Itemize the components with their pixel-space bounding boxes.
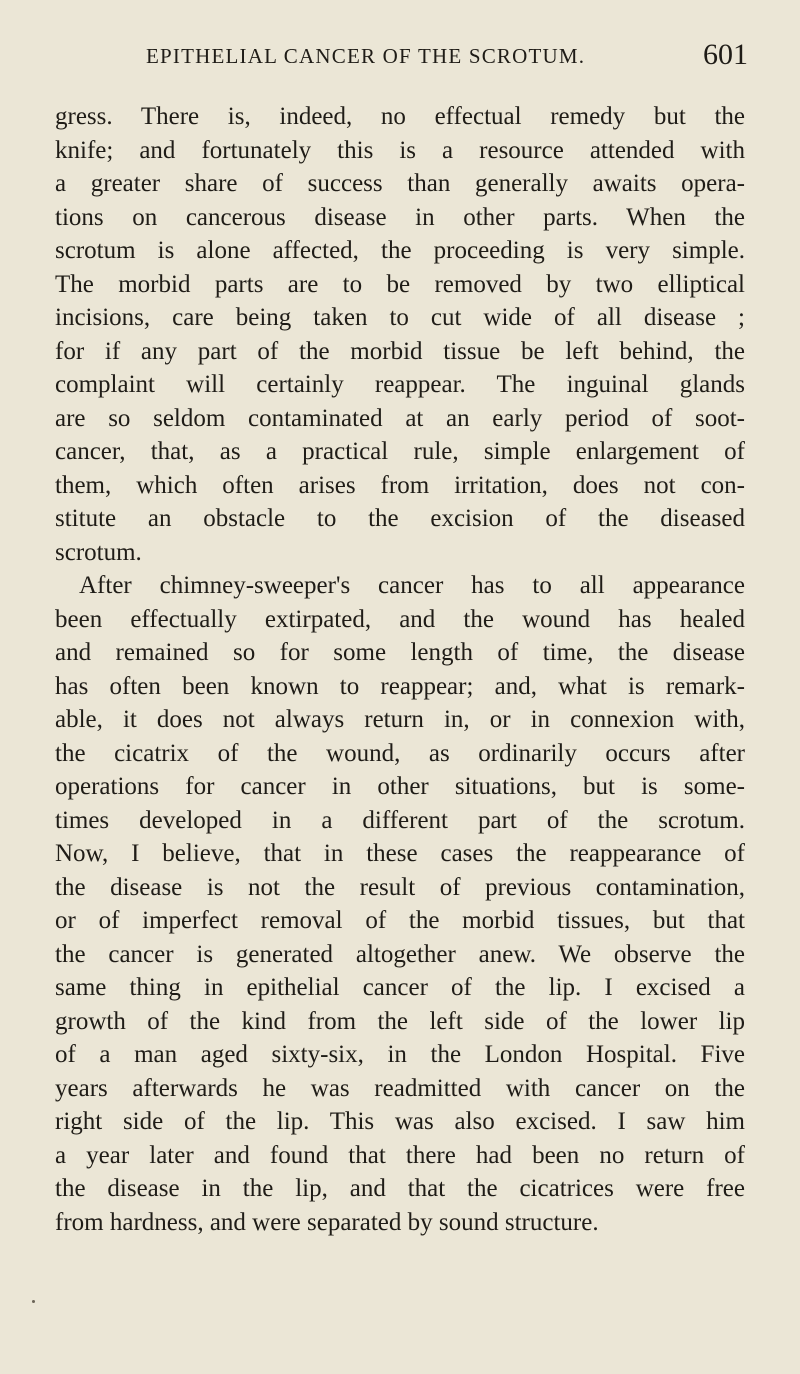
running-head: EPITHELIAL CANCER OF THE SCROTUM. <box>146 44 586 68</box>
text-line: the disease is not the result of previous contamination, <box>55 873 745 901</box>
text-line: tions on cancerous disease in other parts. When the <box>55 203 745 231</box>
text-line: Now, I believe, that in these cases the reappearance of <box>55 840 745 867</box>
text-line: The morbid parts are to be removed by two elliptical <box>55 270 745 298</box>
text-line: them, which often arises from irritation, does not con- <box>55 471 745 499</box>
text-line: the cicatrix of the wound, as ordinarily occurs after <box>55 739 745 767</box>
text-line: After chimney-sweeper's cancer has to all appearance <box>79 572 745 599</box>
text-line: cancer, that, as a practical rule, simple enlargement of <box>55 438 745 465</box>
text-line: or of imperfect removal of the morbid tissues, but that <box>55 907 745 934</box>
text-line: of a man aged sixty-six, in the London Hospital. Five <box>55 1041 745 1068</box>
text-line: able, it does not always return in, or in connexion with, <box>55 706 745 733</box>
text-line: incisions, care being taken to cut wide of all disease ; <box>55 304 745 331</box>
text-line: for if any part of the morbid tissue be left behind, the <box>55 337 745 365</box>
text-line: stitute an obstacle to the excision of the diseased <box>55 505 745 532</box>
paragraph-2 <box>55 569 745 1239</box>
text-line: growth of the kind from the left side of the lower lip <box>55 1007 745 1035</box>
text-line: scrotum is alone affected, the proceeding is very simple. <box>55 237 745 264</box>
text-line: operations for cancer in other situations, but is some- <box>55 773 745 800</box>
text-line: a year later and found that there had been no return of <box>55 1141 745 1169</box>
text-line: the cancer is generated altogether anew. We observe the <box>55 940 745 968</box>
text-line: right side of the lip. This was also excised. I saw him <box>55 1108 745 1135</box>
text-line: years afterwards he was readmitted with cancer on the <box>55 1074 745 1102</box>
text-line: scrotum. <box>55 538 142 566</box>
text-line: a greater share of success than generally awaits opera- <box>55 170 745 197</box>
text-line: gress. There is, indeed, no effectual remedy but the <box>55 103 745 130</box>
margin-speck <box>32 1300 35 1303</box>
text-line: same thing in epithelial cancer of the lip. I excised a <box>55 974 745 1001</box>
page-body <box>55 100 745 1239</box>
text-line: and remained so for some length of time, the disease <box>55 639 745 666</box>
text-line: has often been known to reappear; and, what is remark- <box>55 672 745 700</box>
text-line: the disease in the lip, and that the cicatrices were free <box>55 1175 745 1202</box>
text-line: from hardness, and were separated by sound structure. <box>55 1208 599 1236</box>
text-line: knife; and fortunately this is a resource attended with <box>55 136 745 164</box>
text-line: times developed in a different part of the scrotum. <box>55 806 745 834</box>
text-line: are so seldom contaminated at an early period of soot- <box>55 404 745 432</box>
text-line: been effectually extirpated, and the wound has healed <box>55 605 745 633</box>
page-number: 601 <box>703 38 748 71</box>
text-line: complaint will certainly reappear. The inguinal glands <box>55 371 745 398</box>
paragraph-1 <box>55 100 745 569</box>
